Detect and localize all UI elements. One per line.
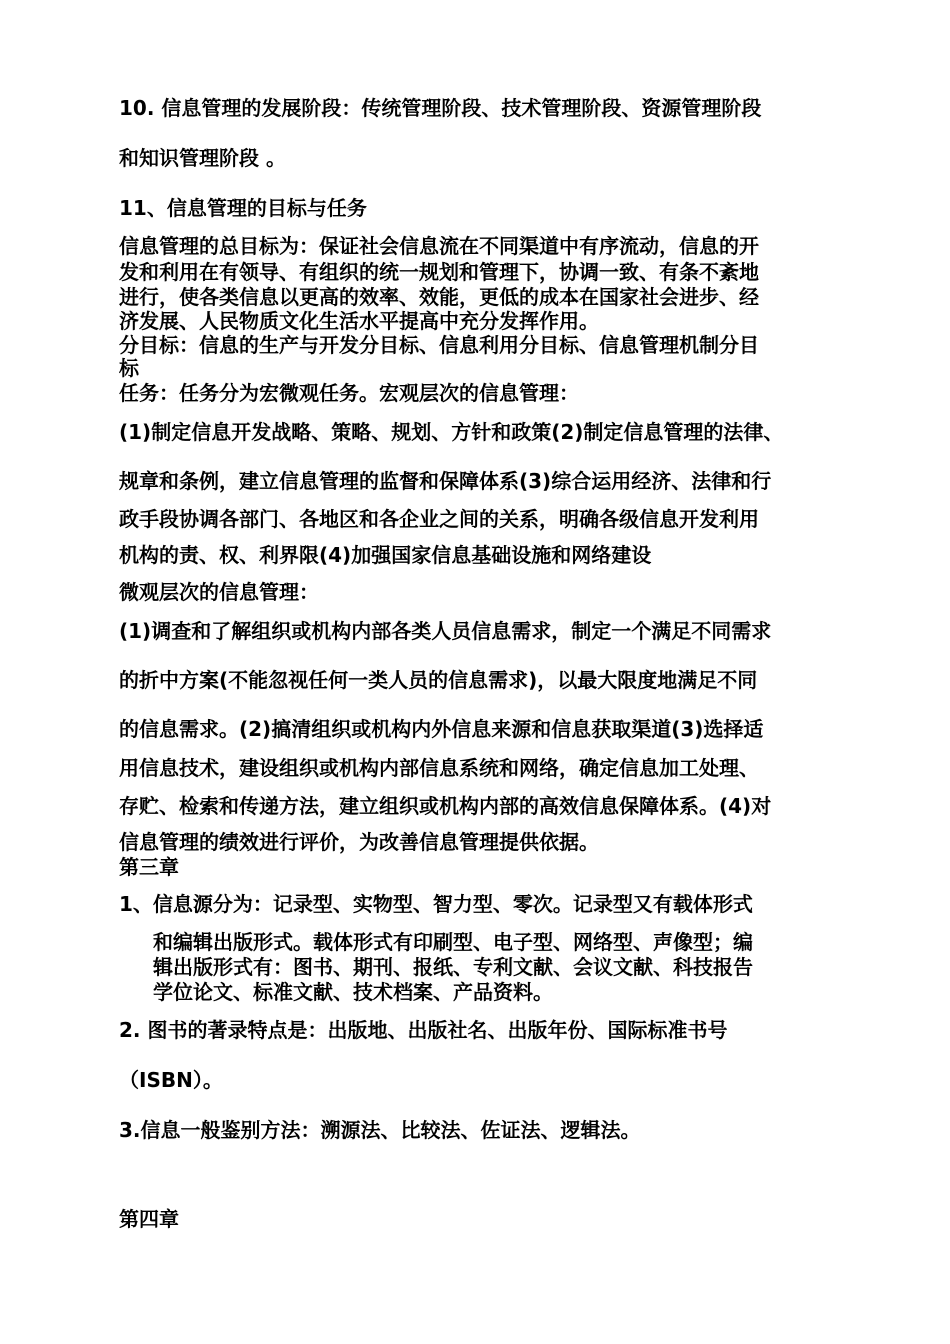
text-line: 1、信息源分为：记录型、实物型、智力型、零次。记录型又有载体形式	[119, 892, 753, 916]
text-line: 济发展、人民物质文化生活水平提高中充分发挥作用。	[119, 309, 599, 333]
text-line: (1)调查和了解组织或机构内部各类人员信息需求，制定一个满足不同需求	[119, 619, 772, 643]
text-line: 3.信息一般鉴别方法：溯源法、比较法、佐证法、逻辑法。	[119, 1118, 641, 1142]
text-line: (1)制定信息开发战略、策略、规划、方针和政策(2)制定信息管理的法律、	[119, 420, 784, 444]
text-line: 和知识管理阶段 。	[119, 146, 286, 170]
text-line: 发和利用在有领导、有组织的统一规划和管理下，协调一致、有条不紊地	[119, 260, 759, 284]
text-line: 存贮、检索和传递方法，建立组织或机构内部的高效信息保障体系。(4)对	[119, 794, 772, 818]
text-line: 进行，使各类信息以更高的效率、效能，更低的成本在国家社会进步、经	[119, 285, 759, 309]
text-line: 机构的责、权、利界限(4)加强国家信息基础设施和网络建设	[119, 543, 652, 567]
text-line: 的信息需求。(2)搞清组织或机构内外信息来源和信息获取渠道(3)选择适	[119, 717, 764, 741]
text-line: 政手段协调各部门、各地区和各企业之间的关系，明确各级信息开发利用	[119, 507, 759, 531]
text-line: 微观层次的信息管理：	[119, 580, 319, 604]
chapter-heading: 第四章	[119, 1207, 179, 1231]
text-line: 用信息技术，建设组织或机构内部信息系统和网络，确定信息加工处理、	[119, 756, 759, 780]
text-line: （ISBN）。	[119, 1068, 223, 1092]
text-line: 辑出版形式有：图书、期刊、报纸、专利文献、会议文献、科技报告	[153, 955, 753, 979]
section-heading: 11、信息管理的目标与任务	[119, 196, 367, 220]
text-line: 任务：任务分为宏微观任务。宏观层次的信息管理：	[119, 381, 579, 405]
chapter-heading: 第三章	[119, 855, 179, 879]
text-line: 的折中方案(不能忽视任何一类人员的信息需求)，以最大限度地满足不同	[119, 668, 758, 692]
text-line: 学位论文、标准文献、技术档案、产品资料。	[153, 980, 553, 1004]
text-line: 信息管理的总目标为：保证社会信息流在不同渠道中有序流动，信息的开	[119, 234, 759, 258]
text-line: 10. 信息管理的发展阶段：传统管理阶段、技术管理阶段、资源管理阶段	[119, 96, 762, 120]
text-line: 标	[119, 356, 139, 380]
text-line: 规章和条例，建立信息管理的监督和保障体系(3)综合运用经济、法律和行	[119, 469, 772, 493]
text-line: 2. 图书的著录特点是：出版地、出版社名、出版年份、国际标准书号	[119, 1018, 728, 1042]
text-line: 和编辑出版形式。载体形式有印刷型、电子型、网络型、声像型；编	[153, 930, 753, 954]
text-line: 分目标：信息的生产与开发分目标、信息利用分目标、信息管理机制分目	[119, 333, 759, 357]
text-line: 信息管理的绩效进行评价，为改善信息管理提供依据。	[119, 830, 599, 854]
